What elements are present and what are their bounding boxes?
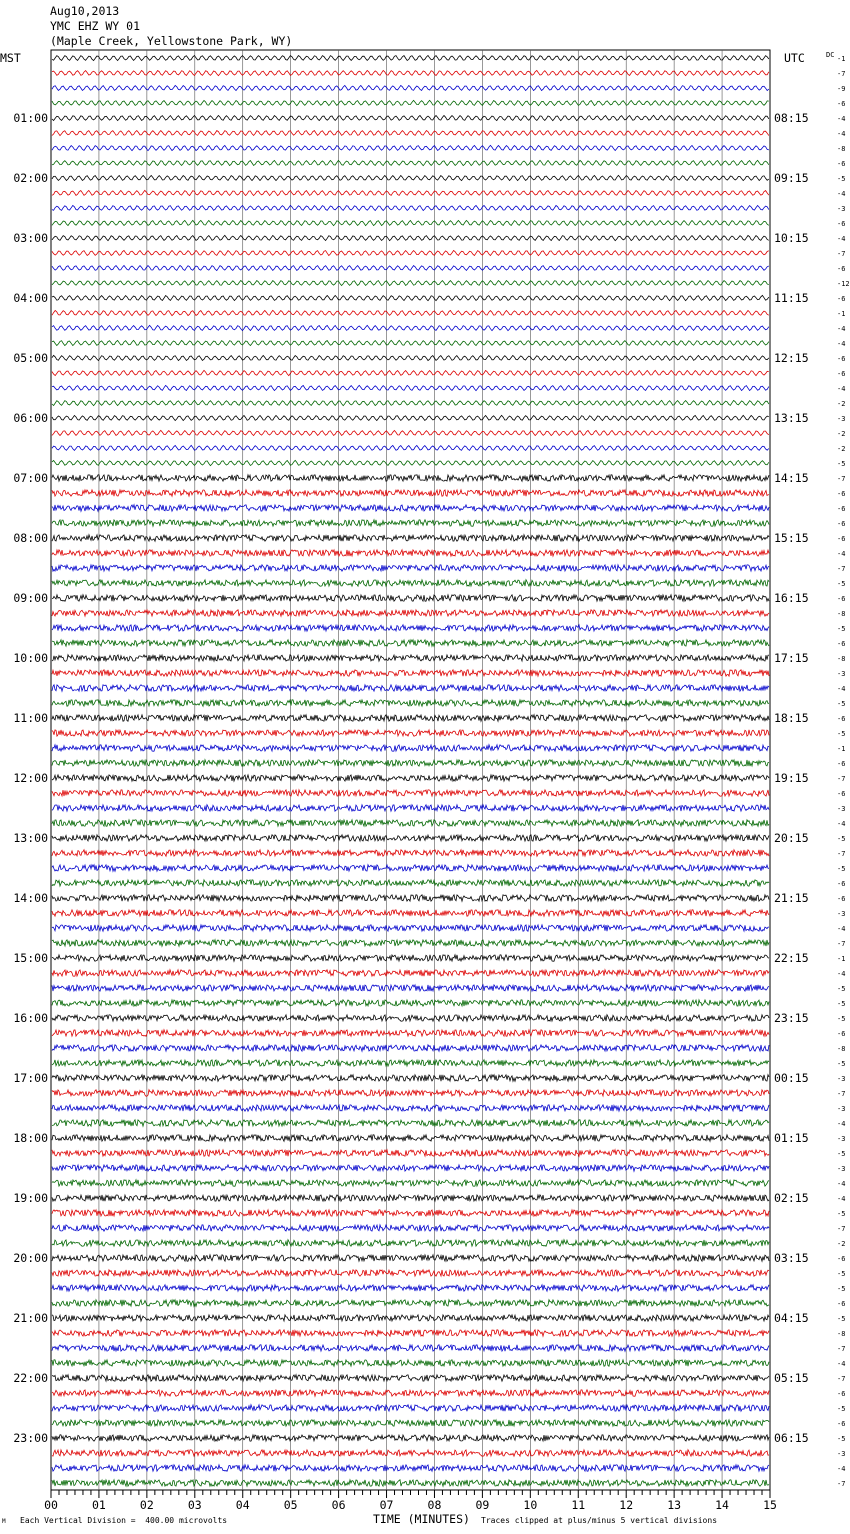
dc-offset-label: -6	[837, 1390, 846, 1398]
right-hour-label: 16:15	[774, 591, 809, 605]
dc-offset-label: -6	[837, 355, 846, 363]
trace-row	[52, 670, 769, 676]
dc-offset-label: -7	[837, 940, 846, 948]
right-hour-label: 02:15	[774, 1191, 809, 1205]
trace-row	[52, 820, 769, 826]
trace-row	[52, 1210, 769, 1216]
trace-row	[52, 880, 769, 886]
dc-offset-label: -5	[837, 1015, 846, 1023]
x-tick-label: 03	[187, 1498, 202, 1512]
dc-offset-label: -5	[837, 1000, 846, 1008]
dc-offset-label: -3	[837, 1165, 846, 1173]
dc-offset-label: -5	[837, 1435, 846, 1443]
trace-row	[52, 595, 769, 601]
dc-offset-label: -4	[837, 820, 846, 828]
trace-row	[52, 266, 769, 271]
trace-row	[52, 895, 769, 901]
dc-offset-label: -5	[837, 460, 846, 468]
dc-offset-label: -7	[837, 1375, 846, 1383]
right-hour-label: 17:15	[774, 651, 809, 665]
dc-offset-label: -4	[837, 340, 846, 348]
dc-offset-label: -7	[837, 250, 846, 258]
dc-offset-label: -3	[837, 1075, 846, 1083]
trace-row	[52, 235, 769, 240]
x-tick-label: 09	[475, 1498, 490, 1512]
trace-row	[52, 1045, 769, 1051]
right-hour-label: 20:15	[774, 831, 809, 845]
x-tick-label: 00	[44, 1498, 58, 1512]
dc-offset-label: -4	[837, 550, 846, 558]
trace-row	[52, 1480, 769, 1486]
left-hour-label: 14:00	[13, 891, 48, 905]
dc-offset-label: -6	[837, 760, 846, 768]
dc-header-label: DC	[826, 51, 835, 59]
dc-offset-label: -6	[837, 595, 846, 603]
dc-offset-label: -7	[837, 1090, 846, 1098]
trace-row	[52, 700, 769, 706]
dc-offset-label: -7	[837, 70, 846, 78]
dc-offset-label: -3	[837, 1135, 846, 1143]
dc-offset-label: -2	[837, 445, 846, 453]
dc-offset-label: -4	[837, 970, 846, 978]
right-hour-label: 08:15	[774, 111, 809, 125]
left-hour-label: 01:00	[13, 111, 48, 125]
trace-row	[52, 850, 769, 856]
trace-row	[52, 295, 769, 300]
x-tick-label: 05	[283, 1498, 298, 1512]
right-hour-label: 14:15	[774, 471, 809, 485]
trace-row	[52, 460, 769, 465]
dc-offset-label: -6	[837, 1255, 846, 1263]
trace-row	[52, 430, 769, 435]
trace-row	[52, 145, 769, 150]
trace-row	[52, 1240, 769, 1246]
dc-offset-label: -6	[837, 265, 846, 273]
x-tick-label: 15	[763, 1498, 777, 1512]
dc-offset-label: -5	[837, 1405, 846, 1413]
trace-row	[52, 805, 769, 811]
dc-offset-label: -5	[837, 1210, 846, 1218]
trace-row	[52, 1090, 769, 1096]
right-hour-label: 00:15	[774, 1071, 809, 1085]
dc-offset-label: -5	[837, 625, 846, 633]
dc-offset-label: -3	[837, 205, 846, 213]
trace-row	[52, 1225, 769, 1231]
dc-offset-label: -4	[837, 130, 846, 138]
dc-offset-label: -3	[837, 805, 846, 813]
trace-row	[52, 910, 769, 916]
dc-offset-label: -6	[837, 100, 846, 108]
trace-row	[52, 1375, 769, 1381]
left-hour-label: 18:00	[13, 1131, 48, 1145]
right-hour-label: 04:15	[774, 1311, 809, 1325]
right-hour-label: 05:15	[774, 1371, 809, 1385]
dc-offset-label: -12	[837, 280, 850, 288]
left-hour-label: 08:00	[13, 531, 48, 545]
right-hour-label: 06:15	[774, 1431, 809, 1445]
dc-offset-label: -6	[837, 790, 846, 798]
dc-offset-label: -4	[837, 925, 846, 933]
left-hour-label: 17:00	[13, 1071, 48, 1085]
dc-offset-label: -3	[837, 910, 846, 918]
dc-offset-label: -6	[837, 715, 846, 723]
trace-row	[52, 775, 769, 781]
dc-offset-label: -1	[837, 955, 846, 963]
dc-offset-label: -7	[837, 1225, 846, 1233]
trace-row	[52, 415, 769, 420]
x-tick-label: 07	[379, 1498, 394, 1512]
x-tick-label: 08	[427, 1498, 442, 1512]
dc-offset-label: -8	[837, 145, 846, 153]
dc-offset-label: -6	[837, 1420, 846, 1428]
trace-row	[52, 550, 769, 556]
dc-offset-label: -2	[837, 430, 846, 438]
dc-offset-label: -4	[837, 1360, 846, 1368]
dc-offset-label: -1	[837, 310, 846, 318]
dc-offset-label: -6	[837, 520, 846, 528]
dc-offset-label: -4	[837, 115, 846, 123]
dc-offset-label: -5	[837, 1060, 846, 1068]
trace-row	[52, 685, 769, 691]
trace-row	[52, 1465, 769, 1471]
trace-row	[52, 1435, 769, 1441]
right-hour-label: 23:15	[774, 1011, 809, 1025]
trace-row	[52, 580, 769, 586]
trace-row	[52, 1270, 769, 1276]
dc-offset-label: -4	[837, 1195, 846, 1203]
trace-row	[52, 1420, 769, 1426]
trace-row	[52, 790, 769, 796]
trace-row	[52, 925, 769, 931]
left-hour-label: 21:00	[13, 1311, 48, 1325]
dc-offset-label: -3	[837, 415, 846, 423]
trace-row	[52, 1405, 769, 1411]
x-tick-label: 01	[92, 1498, 106, 1512]
trace-row	[52, 86, 769, 91]
x-tick-label: 13	[667, 1498, 682, 1512]
trace-row	[52, 1315, 769, 1321]
left-axis-title: MST	[0, 51, 21, 65]
trace-row	[52, 385, 769, 390]
trace-row	[52, 1360, 769, 1366]
x-tick-label: 14	[715, 1498, 729, 1512]
trace-row	[52, 610, 769, 616]
trace-row	[52, 1150, 769, 1156]
dc-offset-label: -4	[837, 685, 846, 693]
dc-offset-label: -6	[837, 640, 846, 648]
clip-note: Traces clipped at plus/minus 5 vertical divisions	[481, 1516, 718, 1525]
trace-row	[52, 490, 769, 496]
dc-offset-label: -6	[837, 1300, 846, 1308]
right-hour-label: 12:15	[774, 351, 809, 365]
dc-offset-label: -8	[837, 655, 846, 663]
right-hour-label: 09:15	[774, 171, 809, 185]
trace-row	[52, 220, 769, 225]
dc-offset-label: -6	[837, 535, 846, 543]
trace-row	[52, 1165, 769, 1171]
trace-row	[52, 160, 769, 165]
dc-offset-label: -6	[837, 160, 846, 168]
trace-row	[52, 1450, 769, 1456]
left-hour-label: 06:00	[13, 411, 48, 425]
trace-row	[52, 1285, 769, 1291]
x-tick-label: 10	[523, 1498, 538, 1512]
trace-row	[52, 310, 769, 315]
trace-row	[52, 206, 769, 211]
left-hour-label: 12:00	[13, 771, 48, 785]
right-hour-label: 03:15	[774, 1251, 809, 1265]
trace-row	[52, 1120, 769, 1126]
dc-offset-label: -4	[837, 190, 846, 198]
dc-offset-label: -6	[837, 370, 846, 378]
dc-offset-label: -2	[837, 400, 846, 408]
left-hour-label: 22:00	[13, 1371, 48, 1385]
trace-row	[52, 1390, 769, 1396]
dc-offset-label: -4	[837, 385, 846, 393]
trace-row	[52, 1255, 769, 1261]
left-hour-label: 09:00	[13, 591, 48, 605]
trace-row	[52, 730, 769, 736]
trace-row	[52, 655, 769, 661]
trace-row	[52, 715, 769, 721]
dc-offset-label: -7	[837, 565, 846, 573]
dc-offset-label: -4	[837, 1465, 846, 1473]
left-hour-label: 19:00	[13, 1191, 48, 1205]
trace-row	[52, 1300, 769, 1306]
dc-offset-label: -5	[837, 1150, 846, 1158]
dc-offset-label: -6	[837, 220, 846, 228]
right-hour-label: 10:15	[774, 231, 809, 245]
dc-offset-label: -3	[837, 1450, 846, 1458]
trace-row	[52, 445, 769, 450]
left-hour-label: 03:00	[13, 231, 48, 245]
trace-row	[52, 475, 769, 481]
x-tick-label: 04	[235, 1498, 250, 1512]
trace-row	[52, 281, 769, 286]
dc-offset-label: -6	[837, 895, 846, 903]
dc-offset-label: -3	[837, 1105, 846, 1113]
trace-row	[52, 340, 769, 345]
trace-row	[52, 865, 769, 871]
left-hour-label: 07:00	[13, 471, 48, 485]
corner-mark: M	[2, 1518, 6, 1525]
trace-row	[52, 1135, 769, 1141]
x-tick-label: 11	[571, 1498, 586, 1512]
trace-row	[52, 625, 769, 631]
trace-row	[52, 760, 769, 766]
dc-offset-label: -6	[837, 1030, 846, 1038]
dc-offset-label: -5	[837, 580, 846, 588]
dc-offset-label: -4	[837, 325, 846, 333]
right-hour-label: 01:15	[774, 1131, 809, 1145]
trace-row	[52, 370, 769, 375]
trace-row	[52, 1105, 769, 1111]
trace-row	[52, 1195, 769, 1201]
dc-offset-label: -5	[837, 730, 846, 738]
dc-offset-label: -3	[837, 670, 846, 678]
left-hour-label: 20:00	[13, 1251, 48, 1265]
right-hour-label: 21:15	[774, 891, 809, 905]
left-hour-label: 02:00	[13, 171, 48, 185]
dc-offset-label: -7	[837, 475, 846, 483]
dc-offset-label: -8	[837, 610, 846, 618]
trace-row	[52, 115, 769, 120]
dc-offset-label: -4	[837, 1180, 846, 1188]
x-tick-label: 02	[139, 1498, 154, 1512]
left-hour-label: 23:00	[13, 1431, 48, 1445]
trace-row	[52, 325, 769, 330]
trace-row	[52, 640, 769, 646]
trace-row	[52, 520, 769, 526]
trace-row	[52, 565, 769, 571]
dc-offset-label: -5	[837, 1315, 846, 1323]
trace-row	[52, 940, 769, 946]
dc-offset-label: -7	[837, 1345, 846, 1353]
left-hour-label: 04:00	[13, 291, 48, 305]
dc-offset-label: -5	[837, 175, 846, 183]
trace-row	[52, 1345, 769, 1351]
left-hour-label: 05:00	[13, 351, 48, 365]
dc-offset-label: -8	[837, 1045, 846, 1053]
header-station: YMC EHZ WY 01	[50, 19, 141, 33]
right-hour-label: 18:15	[774, 711, 809, 725]
trace-row	[52, 71, 769, 76]
dc-offset-label: -7	[837, 850, 846, 858]
trace-row	[52, 1060, 769, 1066]
trace-row	[52, 1075, 769, 1081]
left-hour-label: 11:00	[13, 711, 48, 725]
left-hour-label: 15:00	[13, 951, 48, 965]
dc-offset-label: -4	[837, 235, 846, 243]
right-hour-label: 11:15	[774, 291, 809, 305]
trace-row	[52, 955, 769, 961]
dc-offset-label: -6	[837, 880, 846, 888]
trace-row	[52, 1330, 769, 1336]
dc-offset-label: -1	[837, 745, 846, 753]
dc-offset-label: -5	[837, 865, 846, 873]
trace-row	[52, 400, 769, 405]
dc-offset-label: -2	[837, 1240, 846, 1248]
trace-row	[52, 1015, 769, 1021]
trace-row	[52, 251, 769, 256]
trace-row	[52, 175, 769, 180]
x-tick-label: 12	[619, 1498, 634, 1512]
dc-offset-label: -8	[837, 1330, 846, 1338]
left-hour-label: 13:00	[13, 831, 48, 845]
dc-offset-label: -7	[837, 1480, 846, 1488]
header-date: Aug10,2013	[50, 4, 120, 18]
right-hour-label: 15:15	[774, 531, 809, 545]
trace-row	[52, 1180, 769, 1186]
trace-row	[52, 355, 769, 360]
dc-offset-label: -6	[837, 505, 846, 513]
dc-offset-label: -6	[837, 295, 846, 303]
dc-offset-label: -1	[837, 55, 846, 63]
dc-offset-label: -5	[837, 1285, 846, 1293]
right-hour-label: 19:15	[774, 771, 809, 785]
dc-offset-label: -5	[837, 700, 846, 708]
trace-row	[52, 130, 769, 135]
trace-row	[52, 835, 769, 841]
x-axis-label: TIME (MINUTES)	[373, 1512, 470, 1526]
dc-offset-label: -5	[837, 1270, 846, 1278]
x-tick-label: 06	[331, 1498, 346, 1512]
right-hour-label: 22:15	[774, 951, 809, 965]
trace-row	[52, 190, 769, 195]
trace-row	[52, 1000, 769, 1006]
header-location: (Maple Creek, Yellowstone Park, WY)	[50, 34, 293, 48]
right-axis-title: UTC	[784, 51, 805, 65]
trace-row	[52, 985, 769, 991]
dc-offset-label: -6	[837, 490, 846, 498]
trace-row	[52, 55, 769, 60]
dc-offset-label: -7	[837, 775, 846, 783]
dc-offset-label: -4	[837, 1120, 846, 1128]
trace-row	[52, 505, 769, 511]
trace-row	[52, 535, 769, 541]
dc-offset-label: -5	[837, 835, 846, 843]
dc-offset-label: -5	[837, 985, 846, 993]
left-hour-label: 10:00	[13, 651, 48, 665]
trace-row	[52, 100, 769, 105]
trace-row	[52, 745, 769, 751]
left-hour-label: 16:00	[13, 1011, 48, 1025]
trace-row	[52, 1030, 769, 1036]
dc-offset-label: -9	[837, 85, 846, 93]
right-hour-label: 13:15	[774, 411, 809, 425]
trace-row	[52, 970, 769, 976]
scale-note: Each Vertical Division = 400.00 microvolts	[20, 1516, 228, 1525]
